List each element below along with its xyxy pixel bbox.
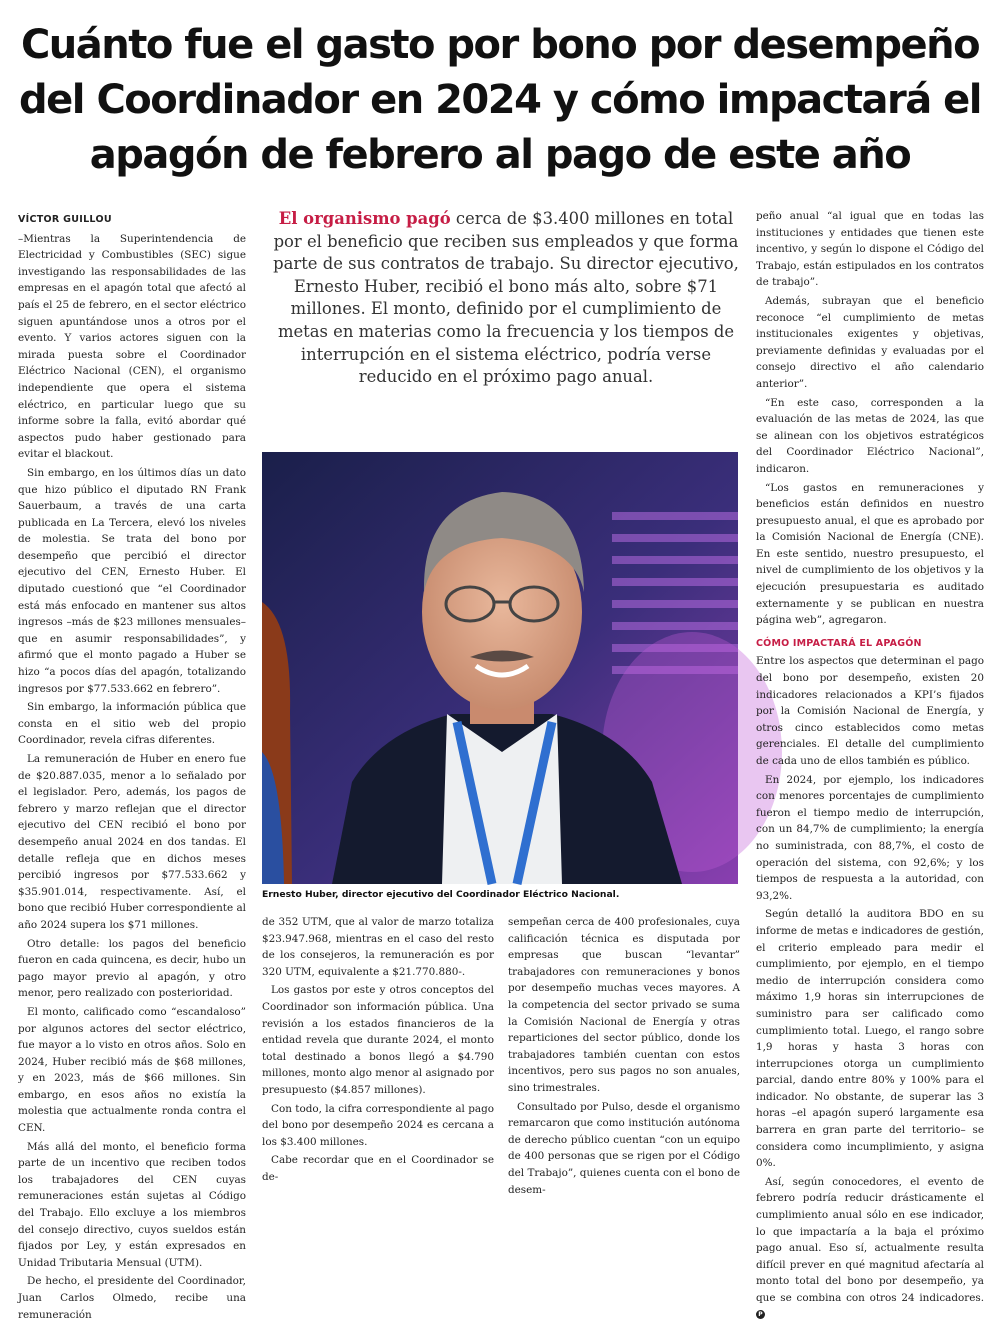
end-mark-icon: P [756, 1310, 765, 1319]
headline: Cuánto fue el gasto por bono por desempeño del Coordinador en 2024 y cómo impactará el apagón de febrero al pago de este año [19, 22, 981, 178]
paragraph: El monto, calificado como “escandaloso” por algunos actores del sector eléctrico, fue mayor a lo visto en otros años. Solo en 2024, Huber recibió más de $68 millones, y en 2023, más de $66 millones. Sin embargo, en esos años no existía la molestia que actualmente ronda contra el CEN. [18, 1005, 246, 1135]
portrait-photo [262, 452, 738, 884]
paragraph: “En este caso, corresponden a la evaluación de las metas de 2024, las que se alinean con los objetivos estratégicos del Coordinador Eléctrico Nacional”, indicaron. [756, 396, 984, 475]
paragraph: De hecho, el presidente del Coordinador, Juan Carlos Olmedo, recibe una remuneración [18, 1275, 246, 1321]
paragraph: sempeñan cerca de 400 profesionales, cuya calificación técnica es disputada por empresas que buscan “levantar” trabajadores con remuneraciones y bonos por desempeño muchas veces mayores. A la competencia del sector privado se suma la Comisión Nacional de Energía y otras reparticiones del sector público, donde los trabajadores también cuentan con estos incentivos, pero sus pagos no son anuales, sino trimestrales. [508, 916, 740, 1094]
paragraph: Con todo, la cifra correspondiente al pago del bono por desempeño 2024 es cercana a los $3.400 millones. [262, 1102, 494, 1148]
paragraph-text: Así, según conocedores, el evento de febrero podría reducir drásticamente el cumplimiento anual sólo en ese indicador, lo que impactaría a la baja el próximo pago anual. Eso sí, actualmente resulta difícil prever en qué magnitud afectaría al monto total del bono por desempeño, ya que se combina con otros 24 indicadores. [756, 1175, 984, 1304]
paragraph: Consultado por Pulso, desde el organismo remarcaron que como institución autónoma de derecho público cuentan “con un equipo de 400 personas que se rigen por el Código del Trabajo”, quienes cuenta con el bono de desem- [508, 1100, 740, 1196]
paragraph: Más allá del monto, el beneficio forma parte de un incentivo que reciben todos los trabajadores del CEN cuyas remuneraciones están sujetas al Código del Trabajo. Ello excluye a los miembros del consejo directivo, cuyos sueldos están fijados por Ley, y están expresados en Unidad Tributaria Mensual (UTM). [18, 1140, 246, 1269]
paragraph: Los gastos por este y otros conceptos del Coordinador son información pública. Una revisión a los estados financieros de la entidad revela que durante 2024, el monto total destinado a bonos llegó a $4.790 millones, monto algo menor al asignado por presupuesto ($4.857 millones). [262, 984, 494, 1096]
paragraph: de 352 UTM, que al valor de marzo totaliza $23.947.968, mientras en el caso del resto de los consejeros, la remuneración es por 320 UTM, equivalente a $21.770.880-. [262, 916, 494, 978]
column-4 [756, 208, 984, 1319]
column-2 [262, 914, 494, 1183]
lead-text: cerca de $3.400 millones en total por el beneficio que reciben sus empleados y que forma parte de sus contratos de trabajo. Su director ejecutivo, Ernesto Huber, recibió el bono más alto, sobre $71 millones. El monto, definido por el cumplimiento de metas en materias como la frecuencia y los tiempos de interrupción en el sistema eléctrico, podría verse reducido en el próximo pago anual. [273, 209, 739, 387]
photo-caption: Ernesto Huber, director ejecutivo del Coordinador Eléctrico Nacional. [262, 889, 620, 900]
paragraph: En 2024, por ejemplo, los indicadores con menores porcentajes de cumplimiento fueron el tiempo medio de interrupción, con un 84,7% de cumplimiento; la energía no suministrada, con 88,7%, el costo de operación del sistema, con 92,6%; y los tiempos de respuesta a la autoridad, con 93,2%. [756, 773, 984, 902]
paragraph: Cabe recordar que en el Coordinador se de- [262, 1154, 494, 1183]
paragraph: Entre los aspectos que determinan el pago del bono por desempeño, existen 20 indicadores relacionados a KPI’s fijados por la Comisión Nacional de Energía, y otros cinco establecidos como metas gerenciales. El detalle del cumplimiento de cada uno de ellos también es público. [756, 655, 984, 767]
paragraph: Además, subrayan que el beneficio reconoce “el cumplimiento de metas institucionales exigentes y objetivas, previamente definidas y evaluadas por el consejo directivo el año calendario anterior”. [756, 294, 984, 390]
column-1 [18, 212, 246, 1321]
paragraph: peño anual “al igual que en todas las instituciones y entidades que tienen este incentivo, y según lo dispone el Código del Trabajo, están estipulados en los contratos de trabajo”. [756, 210, 984, 289]
paragraph: La remuneración de Huber en enero fue de $20.887.035, menor a lo señalado por el legislador. Pero, además, los pagos de febrero y marzo reflejan que el director ejecutivo del CEN recibió el bono por desempeño anual 2024 en dos tandas. El detalle refleja que en dichos meses percibió ingresos por $77.533.662 y $35.901.014, respectivamente. Así, el bono que recibió Huber correspondiente al año 2024 supera los $71 millones. [18, 753, 246, 931]
lead-kicker: El organismo pagó [278, 209, 451, 228]
paragraph: “Los gastos en remuneraciones y beneficios están definidos en nuestro presupuesto anual, el que es aprobado por la Comisión Nacional de Energía (CNE). En este sentido, nuestro presupuesto, el nivel de cumplimiento de los objetivos y la ejecución presupuestaria es auditado externamente y se publican en nuestra página web”, agregaron. [756, 481, 984, 627]
section-subhead: CÓMO IMPACTARÁ EL APAGÓN [756, 637, 922, 649]
paragraph: Sin embargo, la información pública que consta en el sitio web del propio Coordinador, revela cifras diferentes. [18, 701, 246, 747]
paragraph: Según detalló la auditora BDO en su informe de metas e indicadores de gestión, el criterio empleado para medir el cumplimiento, por ejemplo, en el tiempo medio de interrupción considera como máximo 1,9 horas sin interrupciones de suministro para ser calificado como cumplimiento total. Luego, el rango sobre 1,9 horas y hasta 3 horas con interrupciones otorga un cumplimiento parcial, dando entre 80% y 100% para el indicador. No obstante, de superar las 3 horas –el apagón superó largamente esa barrera en gran parte del territorio– se considera como incumplimiento, y asigna 0%. [756, 908, 984, 1170]
paragraph [756, 1174, 984, 1323]
column-3 [508, 914, 740, 1196]
byline: VÍCTOR GUILLOU [18, 214, 112, 225]
paragraph: Sin embargo, en los últimos días un dato que hizo público el diputado RN Frank Sauerbaum, a través de una carta publicada en La Tercera, elevó los niveles de molestia. Se trata del bono por desempeño que percibió el director ejecutivo del CEN, Ernesto Huber. El diputado cuestionó que “el Coordinador está más enfocado en mantener sus altos ingresos –más de $23 millones mensuales– que en asumir responsabilidades”, y afirmó que el monto pagado a Huber se hizo “a pocos días del apagón, totalizando ingresos por $77.533.662 en febrero”. [18, 466, 246, 695]
paragraph: Otro detalle: los pagos del beneficio fueron en cada quincena, es decir, hubo un pago mayor previo al apagón, y otro menor, pero realizado con posterioridad. [18, 937, 246, 1000]
paragraph: –Mientras la Superintendencia de Electricidad y Combustibles (SEC) sigue investigando las responsabilidades de las empresas en el apagón total que afectó al país el 25 de febrero, en el sector eléctrico siguen apuntándose unos a otros por el evento. Y varios actores siguen con la mirada puesta sobre el Coordinador Eléctrico Nacional (CEN), el organismo independiente que opera el sistema eléctrico, en particular luego que su informe sobre la falla, evitó abordar qué aspectos pudo haber gestionado para evitar el blackout. [18, 232, 246, 461]
lead-paragraph [270, 208, 742, 389]
